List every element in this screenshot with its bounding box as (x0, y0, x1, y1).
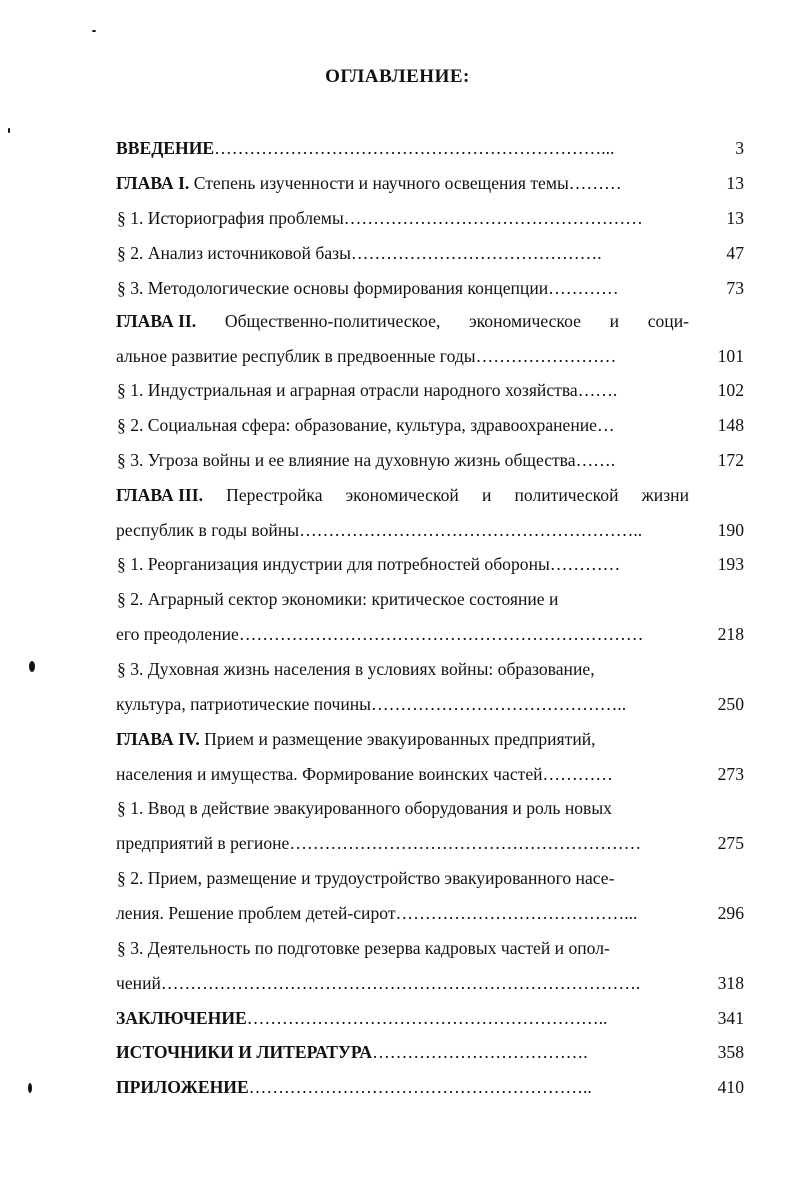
toc-entry-chapter-1-section-2[interactable] (0, 238, 795, 268)
toc-entry-text: § 2. Аграрный сектор экономики: критическое состояние и (117, 589, 559, 609)
toc-page-number: 318 (717, 973, 744, 993)
toc-entry-sources[interactable] (0, 1037, 795, 1067)
toc-page-number: 190 (717, 520, 744, 540)
toc-entry-text (116, 168, 622, 198)
toc-entry-text: § 1. Историография проблемы…………………………………………… (117, 208, 643, 228)
toc-entry-text: чений………………………………………………………………………. (116, 973, 641, 993)
toc-page-number: 13 (726, 208, 744, 228)
toc-entry-chapter-3-section-2[interactable] (0, 584, 795, 614)
toc-entry-chapter-3-section-2-cont[interactable] (0, 619, 795, 649)
toc-entry-text: республик в годы войны………………………………………………….. (116, 520, 643, 540)
toc-entry-chapter-4[interactable] (0, 724, 795, 754)
toc-entry-chapter-4-section-1[interactable] (0, 793, 795, 823)
toc-entry-text: § 1. Индустриальная и аграрная отрасли народного хозяйства……. (117, 380, 618, 400)
toc-page-number: 273 (717, 764, 744, 784)
toc-title-word: экономическое (469, 311, 581, 331)
toc-heading: ГЛАВА IV. (116, 729, 200, 749)
toc-entry-text (116, 1072, 592, 1102)
toc-entry-text: § 3. Духовная жизнь населения в условиях войны: образование, (117, 659, 595, 679)
toc-entry-text (116, 133, 614, 163)
toc-leader: ………………………………………………….. (248, 1077, 592, 1097)
toc-page-number: 296 (717, 903, 744, 923)
toc-entry-text: ления. Решение проблем детей-сирот…………………………………... (116, 903, 638, 923)
toc-entry-chapter-4-section-3[interactable] (0, 933, 795, 963)
toc-entry-chapter-3-section-3-cont[interactable] (0, 689, 795, 719)
toc-entry-chapter-3-cont[interactable] (0, 515, 795, 545)
toc-heading: ГЛАВА III. (116, 485, 204, 505)
toc-entry-chapter-2-section-2[interactable] (0, 410, 795, 440)
scan-speck (8, 128, 10, 133)
toc-title-word: соци- (647, 311, 689, 331)
toc-entry-text: § 3. Угроза войны и ее влияние на духовную жизнь общества……. (117, 450, 616, 470)
toc-page-number: 102 (717, 380, 744, 400)
toc-entry-text (116, 1003, 607, 1033)
toc-entry-text: § 3. Деятельность по подготовке резерва кадровых частей и опол- (117, 938, 610, 958)
toc-page-number: 172 (717, 450, 744, 470)
toc-entry-text: населения и имущества. Формирование воинских частей………… (116, 764, 613, 784)
scan-speck (92, 30, 96, 32)
toc-page-number: 410 (717, 1077, 744, 1097)
toc-page-number: 250 (717, 694, 744, 714)
toc-entry-chapter-2-cont[interactable] (0, 341, 795, 371)
toc-entry-chapter-4-section-3-cont[interactable] (0, 968, 795, 998)
toc-entry-conclusion[interactable] (0, 1003, 795, 1033)
toc-heading: ГЛАВА II. (116, 311, 197, 331)
toc-heading: ЗАКЛЮЧЕНИЕ (116, 1008, 247, 1028)
toc-entry-text (116, 1037, 588, 1067)
toc-entry-chapter-3-section-1[interactable] (0, 549, 795, 579)
toc-title: Степень изученности и научного освещения темы……… (189, 173, 622, 193)
toc-leader: …………………………………………………………... (214, 138, 615, 158)
toc-page-number: 218 (717, 624, 744, 644)
toc-entry-text: альное развитие республик в предвоенные годы…………………… (116, 346, 617, 366)
toc-entry-text: § 2. Прием, размещение и трудоустройство эвакуированного насе- (117, 868, 615, 888)
toc-leader: ………………………………. (372, 1042, 588, 1062)
toc-entry-text: его преодоление…………………………………………………………… (116, 624, 644, 644)
toc-entry-chapter-1[interactable] (0, 168, 795, 198)
toc-entry-introduction[interactable] (0, 133, 795, 163)
toc-page-number: 47 (726, 243, 744, 263)
toc-entry-text: культура, патриотические почины…………………………………….. (116, 694, 627, 714)
toc-heading: ПРИЛОЖЕНИЕ (116, 1077, 249, 1097)
toc-title-word: Перестройка (226, 485, 323, 505)
toc-page-number: 193 (717, 554, 744, 574)
toc-entry-chapter-2[interactable] (0, 306, 795, 336)
toc-page-number: 101 (717, 346, 744, 366)
toc-entry-chapter-4-section-2-cont[interactable] (0, 898, 795, 928)
toc-entry-chapter-3[interactable] (0, 480, 795, 510)
toc-entry-chapter-4-section-1-cont[interactable] (0, 828, 795, 858)
toc-page-number: 148 (717, 415, 744, 435)
toc-page-number: 73 (726, 278, 744, 298)
toc-entry-chapter-3-section-3[interactable] (0, 654, 795, 684)
toc-entry-appendix[interactable] (0, 1072, 795, 1102)
toc-entry-text (116, 306, 689, 336)
scan-speck (28, 1083, 32, 1093)
toc-entry-text (116, 480, 689, 510)
toc-leader: …………………………………………………….. (246, 1008, 608, 1028)
scan-speck (29, 661, 35, 672)
toc-entry-chapter-2-section-1[interactable] (0, 375, 795, 405)
toc-entry-text (116, 724, 596, 754)
toc-heading: ГЛАВА I. (116, 173, 190, 193)
toc-title-word: Общественно-политическое, (224, 311, 441, 331)
toc-heading: ВВЕДЕНИЕ (116, 138, 215, 158)
toc-page-number: 275 (717, 833, 744, 853)
toc-title-word: политической (514, 485, 619, 505)
toc-title-word: и (481, 485, 492, 505)
toc-entry-text: § 1. Реорганизация индустрии для потребностей обороны………… (117, 554, 621, 574)
toc-entry-text: § 1. Ввод в действие эвакуированного оборудования и роль новых (117, 798, 612, 818)
toc-entry-text: предприятий в регионе…………………………………………………… (116, 833, 642, 853)
toc-page-number: 358 (717, 1042, 744, 1062)
toc-entry-chapter-1-section-1[interactable] (0, 203, 795, 233)
toc-title-word: и (609, 311, 619, 331)
toc-page-number: 13 (726, 173, 744, 193)
toc-title: Прием и размещение эвакуированных предприятий, (199, 729, 596, 749)
toc-page-number: 341 (717, 1008, 744, 1028)
toc-entry-text: § 2. Анализ источниковой базы……………………………………. (117, 243, 602, 263)
toc-entry-chapter-1-section-3[interactable] (0, 273, 795, 303)
toc-title-word (116, 306, 196, 336)
page-title: ОГЛАВЛЕНИЕ: (325, 66, 470, 87)
toc-entry-chapter-4-section-2[interactable] (0, 863, 795, 893)
toc-title-word: жизни (641, 485, 689, 505)
toc-entry-chapter-2-section-3[interactable] (0, 445, 795, 475)
toc-title-word: экономической (345, 485, 459, 505)
toc-heading: ИСТОЧНИКИ И ЛИТЕРАТУРА (116, 1042, 373, 1062)
toc-entry-text: § 2. Социальная сфера: образование, культура, здравоохранение… (117, 415, 615, 435)
toc-entry-chapter-4-cont[interactable] (0, 759, 795, 789)
toc-entry-text: § 3. Методологические основы формирования концепции………… (117, 278, 619, 298)
toc-title-word (116, 480, 203, 510)
toc-page-number: 3 (735, 138, 744, 158)
